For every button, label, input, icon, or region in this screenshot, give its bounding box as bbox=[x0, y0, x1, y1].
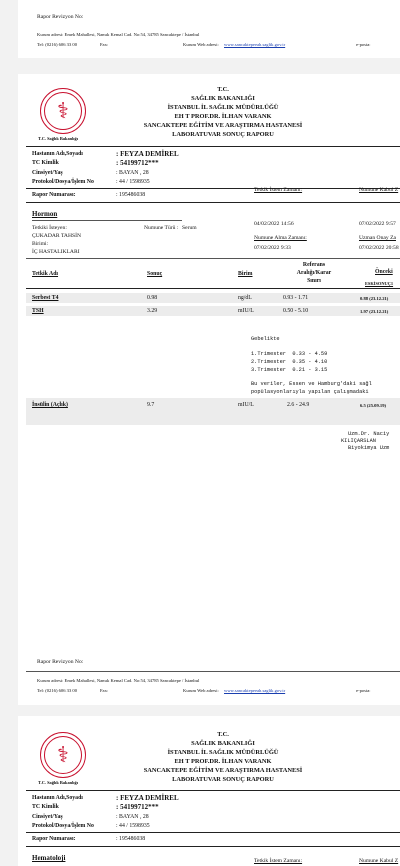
footer-address: Kurum adresi: Emek Mahallesi, Namık Kemal Cad. No:54, 34785 Sancaktepe / İstanbul bbox=[37, 32, 200, 37]
row-1-unit: ng/dL bbox=[238, 295, 252, 301]
header-tc: T.C. bbox=[217, 86, 229, 93]
row-3-unit: mIU/L bbox=[238, 402, 254, 408]
note-line-5: Bu veriler, Essen ve Hamburg'daki sağl bbox=[251, 381, 372, 387]
sample-accept-label: Numune Kabul Z bbox=[359, 858, 399, 864]
footer-web-label: Kurum Web adresi: bbox=[183, 688, 219, 693]
col-ref-3: Sınırı bbox=[307, 278, 321, 284]
header-directorate: İSTANBUL İL SAĞLIK MÜDÜRLÜĞÜ bbox=[167, 104, 279, 111]
row-3-result: 9.7 bbox=[147, 402, 155, 408]
report-no-value: : 195486038 bbox=[116, 192, 146, 198]
caduceus-icon: ⚕ bbox=[44, 92, 82, 130]
footer-email: e-posta: bbox=[356, 688, 371, 693]
tc-label: TC Kimlik bbox=[32, 804, 59, 810]
protocol-value: : 44 / 1598935 bbox=[116, 823, 150, 829]
header-hospital-2: SANCAKTEPE EĞİTİM VE ARAŞTIRMA HASTANESİ bbox=[143, 767, 303, 774]
sample-take-value: 07/02/2022 9:33 bbox=[254, 245, 291, 251]
col-unit: Birim bbox=[238, 271, 253, 277]
section-title: Hematoloji bbox=[32, 854, 66, 862]
footer-web-label: Kurum Web adresi: bbox=[183, 42, 219, 47]
row-3-prev: 6.5 (25.09.19) bbox=[360, 403, 387, 408]
protocol-label: Protokol/Dosya/İşlem No bbox=[32, 823, 94, 829]
footer-email: e-posta: bbox=[356, 42, 371, 47]
footer-phone: Tel: (0216) 606 33 00 bbox=[37, 688, 77, 693]
divider bbox=[26, 202, 400, 203]
report-title: LABORATUVAR SONUÇ RAPORU bbox=[172, 131, 274, 138]
divider bbox=[26, 790, 400, 791]
sample-accept-label: Numune Kabul Z bbox=[359, 187, 399, 193]
note-line-1: Gebelikte bbox=[251, 336, 280, 342]
sex-value: : BAYAN , 28 bbox=[116, 170, 149, 176]
divider bbox=[26, 671, 400, 672]
revision-label: Rapor Revizyon No: bbox=[37, 14, 84, 20]
report-page bbox=[18, 74, 400, 705]
divider bbox=[26, 258, 400, 259]
table-row bbox=[26, 398, 400, 425]
row-3-name: İnsülin (Açlık) bbox=[32, 402, 68, 408]
sample-type-value: Serum bbox=[182, 225, 197, 231]
protocol-value: : 44 / 1598935 bbox=[116, 179, 150, 185]
table-row bbox=[26, 293, 400, 303]
footer-address: Kurum adresi: Emek Mahallesi, Namık Kemal Cad. No:54, 34785 Sancaktepe / İstanbul bbox=[37, 678, 200, 683]
requester-label: Tetkiki İsteyen: bbox=[32, 225, 67, 231]
name-label: Hastanın Adı,Soyadı bbox=[32, 795, 83, 801]
footer-phone: Tel: (0216) 606 33 00 bbox=[37, 42, 77, 47]
row-1-result: 0.98 bbox=[147, 295, 158, 301]
report-no-label: Rapor Numarası: bbox=[32, 192, 76, 198]
row-1-name: Serbest T4 bbox=[32, 295, 59, 301]
logo-caption: T.C. Sağlık Bakanlığı bbox=[38, 780, 78, 785]
signature-line-3: Biyokimya Uzm bbox=[348, 445, 390, 451]
name-value: : FEYZA DEMİREL bbox=[116, 150, 179, 158]
divider bbox=[26, 288, 400, 289]
previous-page-footer bbox=[18, 0, 400, 58]
unit-value: İÇ HASTALIKLARI bbox=[32, 249, 80, 255]
row-2-unit: mIU/L bbox=[238, 308, 254, 314]
sex-label: Cinsiyet/Yaş bbox=[32, 170, 63, 176]
approval-value: 07/02/2022 20:58 bbox=[359, 245, 399, 251]
requester-value: ÇUKADAR TAHSİN bbox=[32, 233, 82, 239]
header-hospital-1: EH T PROF.DR. İLHAN VARANK bbox=[174, 758, 272, 765]
logo-caption: T.C. Sağlık Bakanlığı bbox=[38, 136, 78, 141]
header-ministry: SAĞLIK BAKANLIĞI bbox=[191, 740, 255, 747]
ministry-logo bbox=[40, 732, 86, 778]
row-3-ref: 2.6 - 24.9 bbox=[287, 402, 310, 408]
table-row bbox=[26, 306, 400, 316]
footer-fax: Fax: bbox=[100, 688, 109, 693]
row-2-name: TSH bbox=[32, 308, 44, 314]
unit-label: Birimi: bbox=[32, 241, 49, 247]
row-2-result: 3.29 bbox=[147, 308, 158, 314]
col-test-name: Tetkik Adı bbox=[32, 271, 59, 277]
sample-take-label: Numune Alma Zamanı: bbox=[254, 235, 307, 241]
footer-fax: Fax: bbox=[100, 42, 109, 47]
request-time-label: Tetkik İstem Zamanı: bbox=[254, 858, 303, 864]
col-result: Sonuç bbox=[147, 271, 163, 277]
section-title: Hormon bbox=[32, 210, 58, 218]
report-no-value: : 195486038 bbox=[116, 836, 146, 842]
col-ref-1: Referans bbox=[302, 262, 326, 268]
header-ministry: SAĞLIK BAKANLIĞI bbox=[191, 95, 255, 102]
sex-label: Cinsiyet/Yaş bbox=[32, 814, 63, 820]
col-previous-sub: ESKİSONUÇ1 bbox=[365, 281, 394, 286]
report-title: LABORATUVAR SONUÇ RAPORU bbox=[172, 776, 274, 783]
ministry-logo bbox=[40, 88, 86, 134]
footer-web-link[interactable]: www.sancaktepeeah.saglik.gov.tr bbox=[224, 688, 286, 693]
col-previous: Önceki bbox=[375, 269, 393, 275]
header-directorate: İSTANBUL İL SAĞLIK MÜDÜRLÜĞÜ bbox=[167, 749, 279, 756]
report-no-label: Rapor Numarası: bbox=[32, 836, 76, 842]
request-time-label: Tetkik İstem Zamanı: bbox=[254, 187, 303, 193]
tc-label: TC Kimlik bbox=[32, 160, 59, 166]
note-line-3: 2.Trimester 0.35 - 4.10 bbox=[251, 359, 328, 365]
note-line-4: 3.Trimester 0.21 - 3.15 bbox=[251, 367, 328, 373]
divider bbox=[32, 220, 182, 221]
sex-value: : BAYAN , 28 bbox=[116, 814, 149, 820]
note-line-6: popülasyonlarıyla yapılan çalışmadaki bbox=[251, 389, 369, 395]
row-2-prev: 1.97 (23.12.21) bbox=[360, 309, 389, 314]
row-1-prev: 0.88 (23.12.21) bbox=[360, 296, 389, 301]
col-ref-2: Aralığı/Karar bbox=[296, 270, 332, 276]
signature-line-1: Uzm.Dr. Naciy bbox=[348, 431, 390, 437]
request-time-value: 04/02/2022 14:56 bbox=[254, 221, 294, 227]
tc-value: : 54199712*** bbox=[116, 803, 159, 811]
caduceus-icon: ⚕ bbox=[44, 736, 82, 774]
next-report-page bbox=[18, 716, 400, 866]
row-1-ref: 0.93 - 1.71 bbox=[283, 295, 309, 301]
signature-line-2: KILIÇARSLAN bbox=[341, 438, 376, 444]
divider bbox=[26, 832, 400, 833]
divider bbox=[26, 846, 400, 847]
header-hospital-1: EH T PROF.DR. İLHAN VARANK bbox=[174, 113, 272, 120]
note-line-2: 1.Trimester 0.33 - 4.59 bbox=[251, 351, 328, 357]
divider bbox=[26, 188, 400, 189]
name-value: : FEYZA DEMİREL bbox=[116, 794, 179, 802]
approval-label: Uzman Onay Za bbox=[359, 235, 396, 241]
sample-accept-value: 07/02/2022 9:57 bbox=[359, 221, 396, 227]
header-tc: T.C. bbox=[217, 731, 229, 738]
divider bbox=[26, 146, 400, 147]
row-2-ref: 0.50 - 5.10 bbox=[283, 308, 309, 314]
name-label: Hastanın Adı,Soyadı bbox=[32, 151, 83, 157]
footer-web-link[interactable]: www.sancaktepeeah.saglik.gov.tr bbox=[224, 42, 286, 47]
revision-label: Rapor Revizyon No: bbox=[37, 659, 84, 665]
sample-type-label: Numune Türü : bbox=[144, 225, 179, 231]
tc-value: : 54199712*** bbox=[116, 159, 159, 167]
header-hospital-2: SANCAKTEPE EĞİTİM VE ARAŞTIRMA HASTANESİ bbox=[143, 122, 303, 129]
protocol-label: Protokol/Dosya/İşlem No bbox=[32, 179, 94, 185]
